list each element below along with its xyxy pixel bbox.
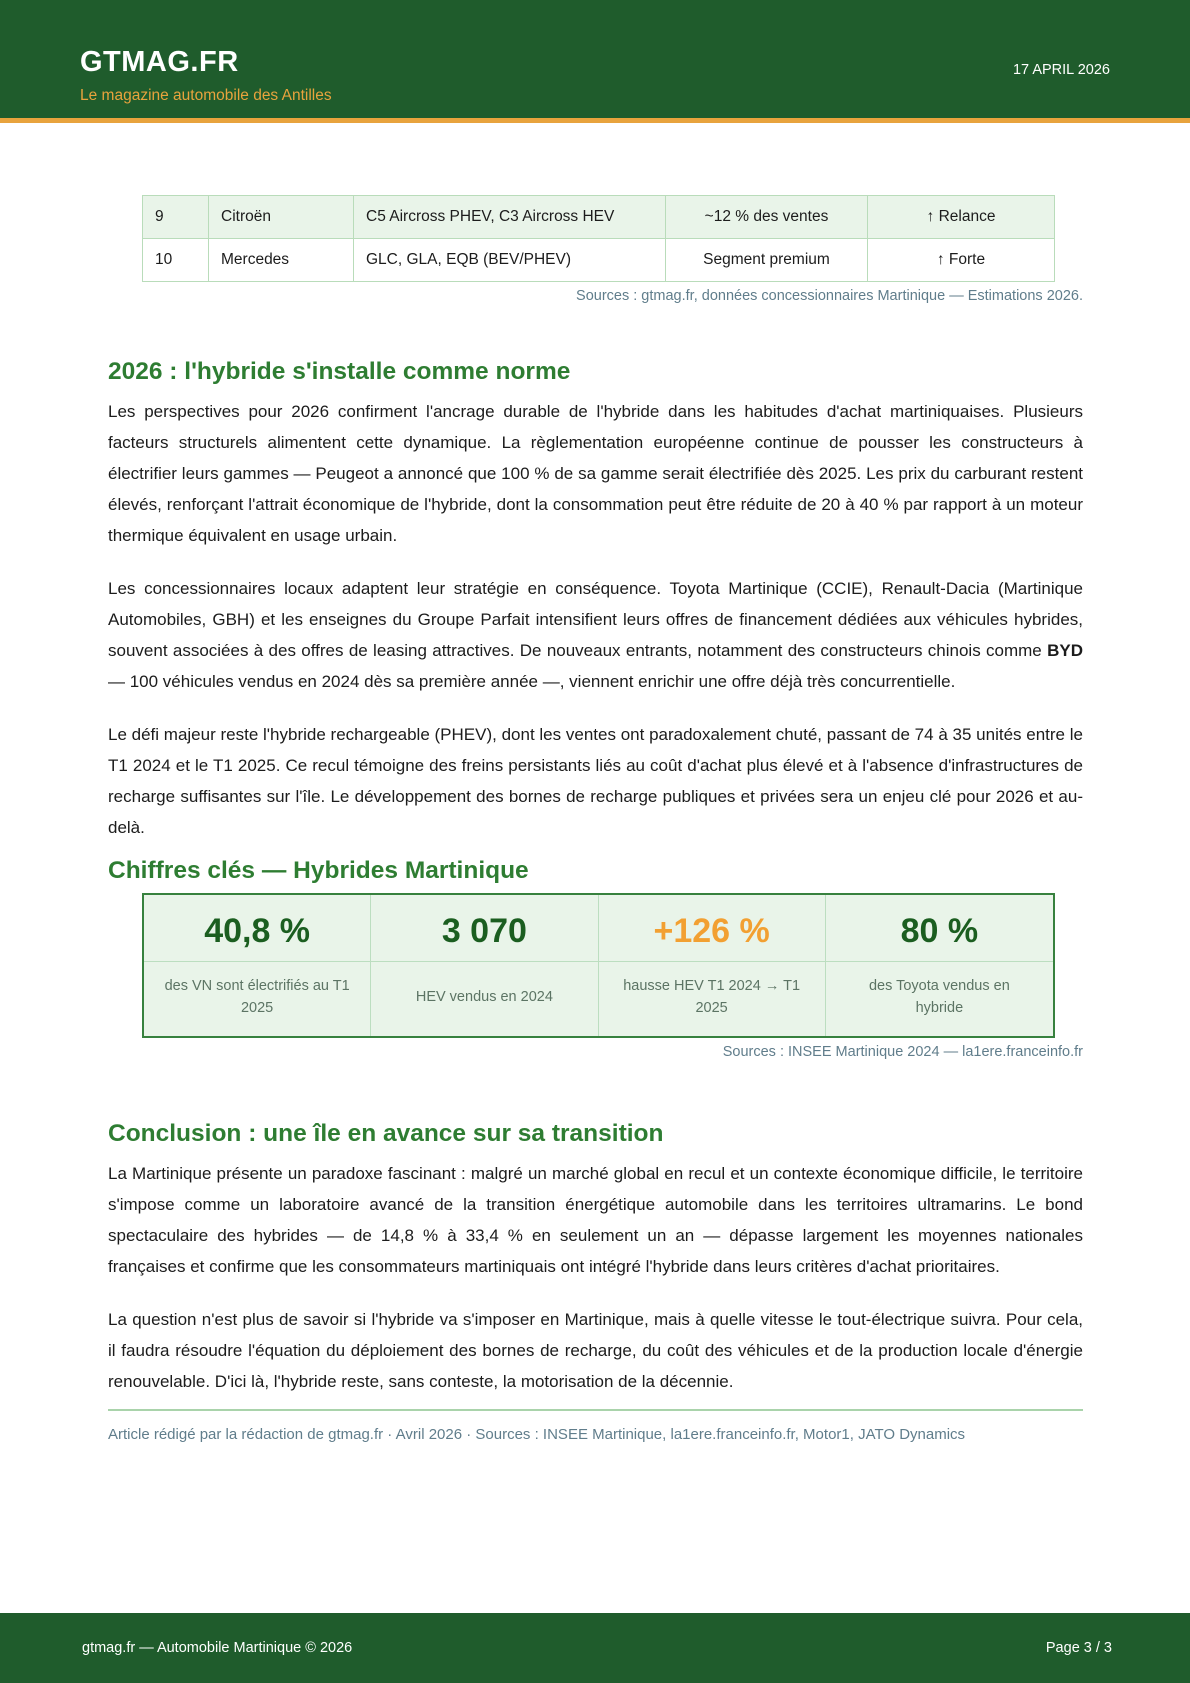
byd-bold-text: BYD [1047, 641, 1083, 660]
stat-values-row [144, 895, 1053, 962]
models-cell: GLC, GLA, EQB (BEV/PHEV) [354, 239, 666, 281]
stat-label: des VN sont électrifiés au T1 2025 [144, 962, 371, 1036]
share-cell: Segment premium [666, 239, 868, 281]
table-source-caption: Sources : gtmag.fr, données concessionnaires Martinique — Estimations 2026. [576, 288, 1083, 304]
article-content [0, 195, 1190, 1445]
footer-page-number: Page 3 / 3 [1045, 1640, 1112, 1656]
ranking-table [142, 195, 1055, 282]
section-title-key-figures: Chiffres clés — Hybrides Martinique [108, 857, 529, 884]
section-title-conclusion: Conclusion : une île en avance sur sa transition [108, 1120, 664, 1147]
rank-cell: 10 [143, 239, 209, 281]
key-figures-box [142, 893, 1055, 1038]
stat-value: +126 % [599, 895, 826, 961]
header-brand-block [80, 0, 332, 118]
trend-cell: ↑ Forte [936, 251, 986, 268]
brand-subtitle: Le magazine automobile des Antilles [80, 87, 332, 104]
stats-source-caption: Sources : INSEE Martinique 2024 — la1ere.franceinfo.fr [722, 1044, 1083, 1060]
brand-cell: Mercedes [209, 239, 354, 281]
brand-cell: Citroën [209, 196, 354, 238]
table-row [143, 196, 1054, 238]
stat-labels-row [144, 962, 1053, 1036]
stat-value: 40,8 % [144, 895, 371, 961]
paragraph-text: — 100 véhicules vendus en 2024 dès sa première année —, viennent enrichir une offre déjà très concurrentielle. [108, 672, 956, 691]
stat-value: 80 % [900, 912, 979, 950]
outlook-paragraph-3: Le défi majeur reste l'hybride rechargeable (PHEV), dont les ventes ont paradoxalement chuté, passant de 74 à 35 unités entre le T1 2024 et le T1 2025. Ce recul témoigne des freins persistants liés au coût d'achat plus élevé et à l'absence d'infrastructures de recharge suffisantes sur l'île. Le développement des bornes de recharge publiques et privées sera un enjeu clé pour 2026 et au-delà. [108, 725, 1083, 837]
header-date: 17 APRIL 2026 [1012, 62, 1110, 78]
outlook-paragraph-1: Les perspectives pour 2026 confirment l'ancrage durable de l'hybride dans les habitudes d'achat martiniquaises. Plusieurs facteurs structurels alimentent cette dynamique. La règlementation européenne continue de pousser les constructeurs à électrifier leurs gammes — Peugeot a annoncé que 100 % de sa gamme serait électrifiée dès 2025. Les prix du carburant restent élevés, renforçant l'attrait économique de l'hybride, dont la consommation peut être réduite de 20 à 40 % par rapport à un moteur thermique équivalent en usage urbain. [108, 402, 1083, 545]
rank-cell: 9 [143, 196, 209, 238]
stat-label: hausse HEV T1 2024 → T1 2025 [599, 962, 826, 1036]
page-header [0, 0, 1190, 123]
table-row [143, 238, 1054, 281]
share-cell: ~12 % des ventes [666, 196, 868, 238]
stat-label: des Toyota vendus en hybride [868, 978, 1010, 1016]
outlook-paragraph-2 [108, 573, 1083, 697]
conclusion-paragraph-1: La Martinique présente un paradoxe fascinant : malgré un marché global en recul et un contexte économique difficile, le territoire s'impose comme un laboratoire avancé de la transition énergétique automobile dans les territoires ultramarins. Le bond spectaculaire des hybrides — de 14,8 % à 33,4 % en seulement un an — dépasse largement les moyennes nationales françaises et confirme que les consommateurs martiniquais ont intégré l'hybride dans leurs critères d'achat prioritaires. [108, 1164, 1083, 1276]
paragraph-text: Les concessionnaires locaux adaptent leur stratégie en conséquence. Toyota Martinique (CCIE), Renault-Dacia (Martinique Automobiles, GBH) et les enseignes du Groupe Parfait intensifient leurs offres de financement dédiées aux véhicules hybrides, souvent associées à des offres de leasing attractives. De nouveaux entrants, notamment des constructeurs chinois comme [108, 579, 1083, 660]
stat-label: HEV vendus en 2024 [371, 962, 598, 1036]
models-cell: C5 Aircross PHEV, C3 Aircross HEV [354, 196, 666, 238]
trend-cell: ↑ Relance [926, 208, 996, 225]
conclusion-paragraph-2: La question n'est plus de savoir si l'hybride va s'imposer en Martinique, mais à quelle vitesse le tout-électrique suivra. Pour cela, il faudra résoudre l'équation du déploiement des bornes de recharge, du coût des véhicules et de la production locale d'énergie renouvelable. D'ici là, l'hybride reste, sans conteste, la motorisation de la décennie. [108, 1310, 1083, 1391]
stat-value: 3 070 [371, 895, 598, 961]
brand-title: GTMAG.FR [80, 46, 239, 78]
credits-line: Article rédigé par la rédaction de gtmag.fr · Avril 2026 · Sources : INSEE Martinique, la1ere.franceinfo.fr, Motor1, JATO Dynamics [108, 1426, 966, 1443]
separator [108, 1409, 1083, 1411]
footer-copyright: gtmag.fr — Automobile Martinique © 2026 [82, 1640, 353, 1656]
footer-bar [0, 1613, 1190, 1683]
section-title-outlook: 2026 : l'hybride s'installe comme norme [108, 358, 571, 385]
